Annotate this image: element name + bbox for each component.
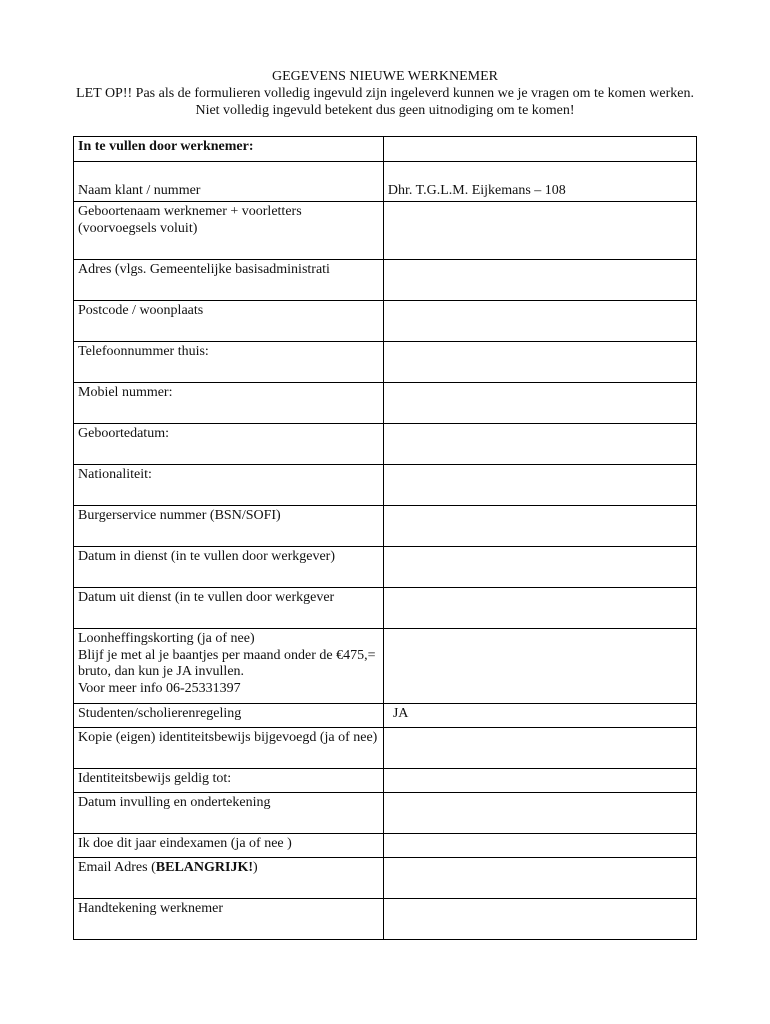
section-heading: In te vullen door werknemer: xyxy=(74,137,384,162)
table-row xyxy=(74,202,697,260)
field-label-birth-date: Geboortedatum: xyxy=(74,424,384,465)
field-label-final-exam: Ik doe dit jaar eindexamen (ja of nee ) xyxy=(74,834,384,858)
field-label-address: Adres (vlgs. Gemeentelijke basisadministrati xyxy=(74,260,384,301)
section-heading-value[interactable] xyxy=(383,137,696,162)
table-row xyxy=(74,137,697,162)
table-row xyxy=(74,383,697,424)
field-label-bsn: Burgerservice nummer (BSN/SOFI) xyxy=(74,506,384,547)
field-value-id-valid[interactable] xyxy=(383,769,696,793)
field-label-postcode: Postcode / woonplaats xyxy=(74,301,384,342)
table-row xyxy=(74,769,697,793)
email-important-note: BELANGRIJK! xyxy=(155,860,253,875)
field-value-signature[interactable] xyxy=(383,899,696,940)
table-row xyxy=(74,728,697,769)
field-value-birth-name[interactable] xyxy=(383,202,696,260)
field-value-client[interactable]: Dhr. T.G.L.M. Eijkemans – 108 xyxy=(383,162,696,202)
table-row xyxy=(74,899,697,940)
table-row xyxy=(74,162,697,202)
field-label-client: Naam klant / nummer xyxy=(74,162,384,202)
field-label-sign-date: Datum invulling en ondertekening xyxy=(74,793,384,834)
field-value-student-scheme[interactable]: JA xyxy=(383,704,696,728)
field-value-tax-credit[interactable] xyxy=(383,629,696,704)
table-row xyxy=(74,465,697,506)
field-value-address[interactable] xyxy=(383,260,696,301)
field-label-nationality: Nationaliteit: xyxy=(74,465,384,506)
field-value-end-date[interactable] xyxy=(383,588,696,629)
document-header xyxy=(0,68,770,119)
table-row xyxy=(74,260,697,301)
field-value-postcode[interactable] xyxy=(383,301,696,342)
field-label-signature: Handtekening werknemer xyxy=(74,899,384,940)
table-row xyxy=(74,704,697,728)
tax-credit-line-2: Blijf je met al je baantjes per maand onder de €475,= bruto, dan kun je JA invullen. xyxy=(78,647,376,679)
field-value-bsn[interactable] xyxy=(383,506,696,547)
field-value-mobile[interactable] xyxy=(383,383,696,424)
document-notice: LET OP!! Pas als de formulieren volledig ingevuld zijn ingeleverd kunnen we je vragen om te komen werken. Niet volledig ingevuld betekent dus geen uitnodiging om te komen! xyxy=(76,86,694,118)
field-value-sign-date[interactable] xyxy=(383,793,696,834)
table-row xyxy=(74,629,697,704)
table-row xyxy=(74,858,697,899)
field-label-student-scheme: Studenten/scholierenregeling xyxy=(74,704,384,728)
field-value-birth-date[interactable] xyxy=(383,424,696,465)
field-label-start-date: Datum in dienst (in te vullen door werkgever) xyxy=(74,547,384,588)
table-row xyxy=(74,301,697,342)
field-label-end-date: Datum uit dienst (in te vullen door werkgever xyxy=(74,588,384,629)
document-title: GEGEVENS NIEUWE WERKNEMER xyxy=(271,69,499,84)
field-label-birth-name: Geboortenaam werknemer + voorletters (voorvoegsels voluit) xyxy=(74,202,384,260)
field-label-email: Email Adres (BELANGRIJK!) xyxy=(74,858,384,899)
field-label-home-phone: Telefoonnummer thuis: xyxy=(74,342,384,383)
field-value-home-phone[interactable] xyxy=(383,342,696,383)
field-value-email[interactable] xyxy=(383,858,696,899)
table-row xyxy=(74,793,697,834)
field-value-id-copy[interactable] xyxy=(383,728,696,769)
table-row xyxy=(74,834,697,858)
tax-credit-line-3: Voor meer info 06-25331397 xyxy=(78,680,241,696)
table-row xyxy=(74,424,697,465)
field-label-mobile: Mobiel nummer: xyxy=(74,383,384,424)
table-row xyxy=(74,547,697,588)
field-value-final-exam[interactable] xyxy=(383,834,696,858)
table-row xyxy=(74,342,697,383)
table-row xyxy=(74,588,697,629)
field-value-start-date[interactable] xyxy=(383,547,696,588)
field-label-id-copy: Kopie (eigen) identiteitsbewijs bijgevoegd (ja of nee) xyxy=(74,728,384,769)
employee-form-table xyxy=(73,136,697,940)
field-label-tax-credit xyxy=(74,629,384,704)
field-value-nationality[interactable] xyxy=(383,465,696,506)
tax-credit-line-1: Loonheffingskorting (ja of nee) xyxy=(78,631,255,646)
field-label-id-valid: Identiteitsbewijs geldig tot: xyxy=(74,769,384,793)
table-row xyxy=(74,506,697,547)
